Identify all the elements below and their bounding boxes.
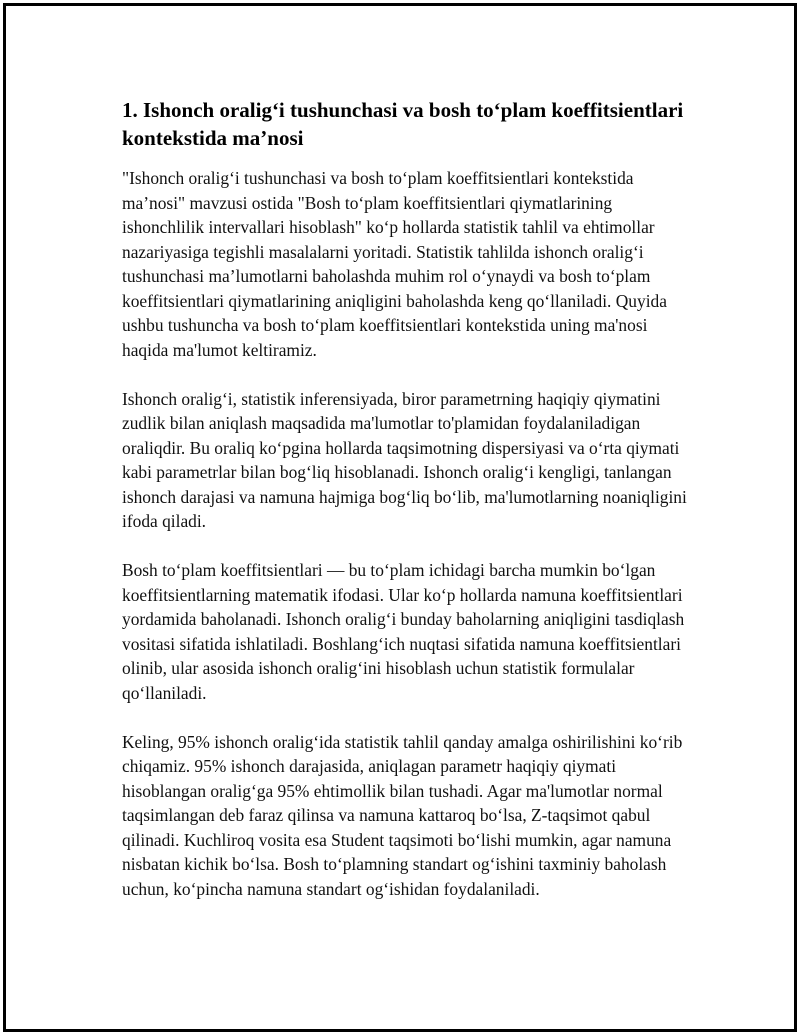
paragraph-2: Ishonch oralig‘i, statistik inferensiyada, biror parametrning haqiqiy qiymatini zudlik bilan aniqlash maqsadida ma'lumotlar to'plamidan foydalaniladigan oraliqdir. Bu oraliq ko‘pgina hollarda taqsimotning dispersiyasi va o‘rta qiymati kabi parametrlar bilan bog‘liq hisoblanadi. Ishonch oralig‘i kengligi, tanlangan ishonch darajasi va namuna hajmiga bog‘liq bo‘lib, ma'lumotlarning noaniqligini ifoda qiladi. — [122, 388, 687, 531]
paragraph-1: "Ishonch oralig‘i tushunchasi va bosh to‘plam koeffitsientlari kontekstida ma’nosi" mavzusi ostida "Bosh to‘plam koeffitsientlari qiymatlarining ishonchlilik intervallari hisoblash" ko‘p hollarda statistik tahlil va ehtimollar nazariyasiga tegishli masalalarni yoritadi. Statistik tahlilda ishonch oralig‘i tushunchasi ma’lumotlarni baholashda muhim rol o‘ynaydi va bosh to‘plam koeffitsientlari qiymatlarining aniqligini baholashda keng qo‘llaniladi. Quyida ushbu tushuncha va bosh to‘plam koeffitsientlari kontekstida uning ma'nosi haqida ma'lumot keltiramiz. — [122, 168, 667, 360]
page-frame — [3, 3, 797, 1032]
document-body — [122, 96, 697, 926]
paragraph-3: Bosh to‘plam koeffitsientlari — bu to‘plam ichidagi barcha mumkin bo‘lgan koeffitsientlarning matematik ifodasi. Ular ko‘p hollarda namuna koeffitsientlari yordamida baholanadi. Ishonch oralig‘i bunday baholarning aniqligini tasdiqlash vositasi sifatida ishlatiladi. Boshlang‘ich nuqtasi sifatida namuna koeffitsientlari olinib, ular asosida ishonch oralig‘ini hisoblash uchun statistik formulalar qo‘llaniladi. — [122, 560, 685, 703]
section-heading: 1. Ishonch oralig‘i tushunchasi va bosh to‘plam koeffitsientlari kontekstida ma’nosi — [122, 98, 684, 150]
paragraph-4: Keling, 95% ishonch oralig‘ida statistik tahlil qanday amalga oshirilishini ko‘rib chiqamiz. 95% ishonch darajasida, aniqlagan parametr haqiqiy qiymati hisoblangan oralig‘ga 95% ehtimollik bilan tushadi. Agar ma'lumotlar normal taqsimlangan deb faraz qilinsa va namuna kattaroq bo‘lsa, Z-taqsimot qabul qilinadi. Kuchliroq vosita esa Student taqsimoti bo‘lishi mumkin, agar namuna nisbatan kichik bo‘lsa. Bosh to‘plamning standart og‘ishini taxminiy baholash uchun, ko‘pincha namuna standart og‘ishidan foydalaniladi. — [122, 731, 683, 899]
